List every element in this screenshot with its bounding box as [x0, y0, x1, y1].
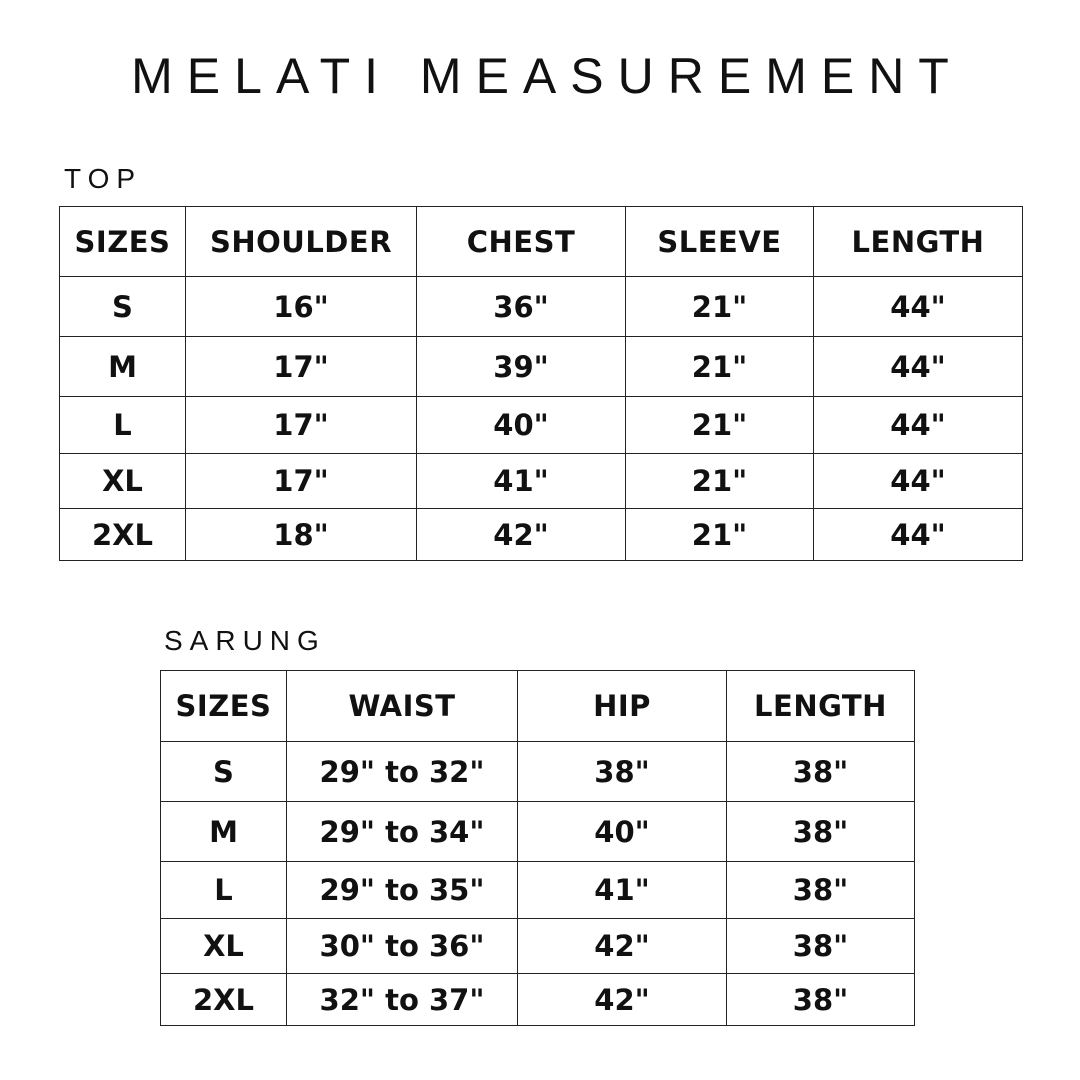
- length-cell: 38": [727, 802, 915, 862]
- size-cell: M: [161, 802, 287, 862]
- length-cell: 44": [814, 277, 1023, 337]
- table-row: [60, 397, 1023, 454]
- hip-cell: 38": [518, 742, 727, 802]
- table-row: [161, 802, 915, 862]
- waist-cell: 29" to 35": [287, 862, 518, 919]
- column-header-sizes: SIZES: [60, 207, 186, 277]
- table-row: [161, 742, 915, 802]
- column-header-length: LENGTH: [814, 207, 1023, 277]
- top-measurement-table: [59, 206, 1023, 561]
- chest-cell: 42": [417, 509, 626, 561]
- size-cell: L: [161, 862, 287, 919]
- sarung-section-label: SARUNG: [164, 625, 326, 656]
- column-header-waist: WAIST: [287, 671, 518, 742]
- table-row: [161, 919, 915, 974]
- sleeve-cell: 21": [626, 277, 814, 337]
- length-cell: 44": [814, 337, 1023, 397]
- length-cell: 44": [814, 454, 1023, 509]
- table-row: [60, 337, 1023, 397]
- size-cell: M: [60, 337, 186, 397]
- size-cell: L: [60, 397, 186, 454]
- top-section-label: TOP: [64, 163, 143, 194]
- table-header-row: [60, 207, 1023, 277]
- shoulder-cell: 17": [186, 397, 417, 454]
- shoulder-cell: 17": [186, 337, 417, 397]
- column-header-sizes: SIZES: [161, 671, 287, 742]
- shoulder-cell: 16": [186, 277, 417, 337]
- length-cell: 38": [727, 862, 915, 919]
- table-header-row: [161, 671, 915, 742]
- length-cell: 44": [814, 397, 1023, 454]
- page-title: MELATI MEASUREMENT: [131, 48, 963, 104]
- sleeve-cell: 21": [626, 337, 814, 397]
- size-cell: XL: [161, 919, 287, 974]
- column-header-shoulder: SHOULDER: [186, 207, 417, 277]
- column-header-length: LENGTH: [727, 671, 915, 742]
- waist-cell: 29" to 34": [287, 802, 518, 862]
- table-row: [60, 509, 1023, 561]
- chest-cell: 41": [417, 454, 626, 509]
- size-cell: 2XL: [60, 509, 186, 561]
- length-cell: 44": [814, 509, 1023, 561]
- size-cell: XL: [60, 454, 186, 509]
- hip-cell: 41": [518, 862, 727, 919]
- column-header-sleeve: SLEEVE: [626, 207, 814, 277]
- hip-cell: 42": [518, 919, 727, 974]
- size-cell: S: [60, 277, 186, 337]
- length-cell: 38": [727, 974, 915, 1026]
- shoulder-cell: 17": [186, 454, 417, 509]
- table-row: [60, 454, 1023, 509]
- hip-cell: 42": [518, 974, 727, 1026]
- size-cell: 2XL: [161, 974, 287, 1026]
- table-row: [161, 862, 915, 919]
- sleeve-cell: 21": [626, 509, 814, 561]
- waist-cell: 32" to 37": [287, 974, 518, 1026]
- table-row: [161, 974, 915, 1026]
- column-header-chest: CHEST: [417, 207, 626, 277]
- waist-cell: 29" to 32": [287, 742, 518, 802]
- hip-cell: 40": [518, 802, 727, 862]
- length-cell: 38": [727, 919, 915, 974]
- sleeve-cell: 21": [626, 397, 814, 454]
- shoulder-cell: 18": [186, 509, 417, 561]
- sarung-measurement-table: [160, 670, 915, 1026]
- chest-cell: 36": [417, 277, 626, 337]
- column-header-hip: HIP: [518, 671, 727, 742]
- sleeve-cell: 21": [626, 454, 814, 509]
- waist-cell: 30" to 36": [287, 919, 518, 974]
- size-cell: S: [161, 742, 287, 802]
- chest-cell: 40": [417, 397, 626, 454]
- table-row: [60, 277, 1023, 337]
- length-cell: 38": [727, 742, 915, 802]
- chest-cell: 39": [417, 337, 626, 397]
